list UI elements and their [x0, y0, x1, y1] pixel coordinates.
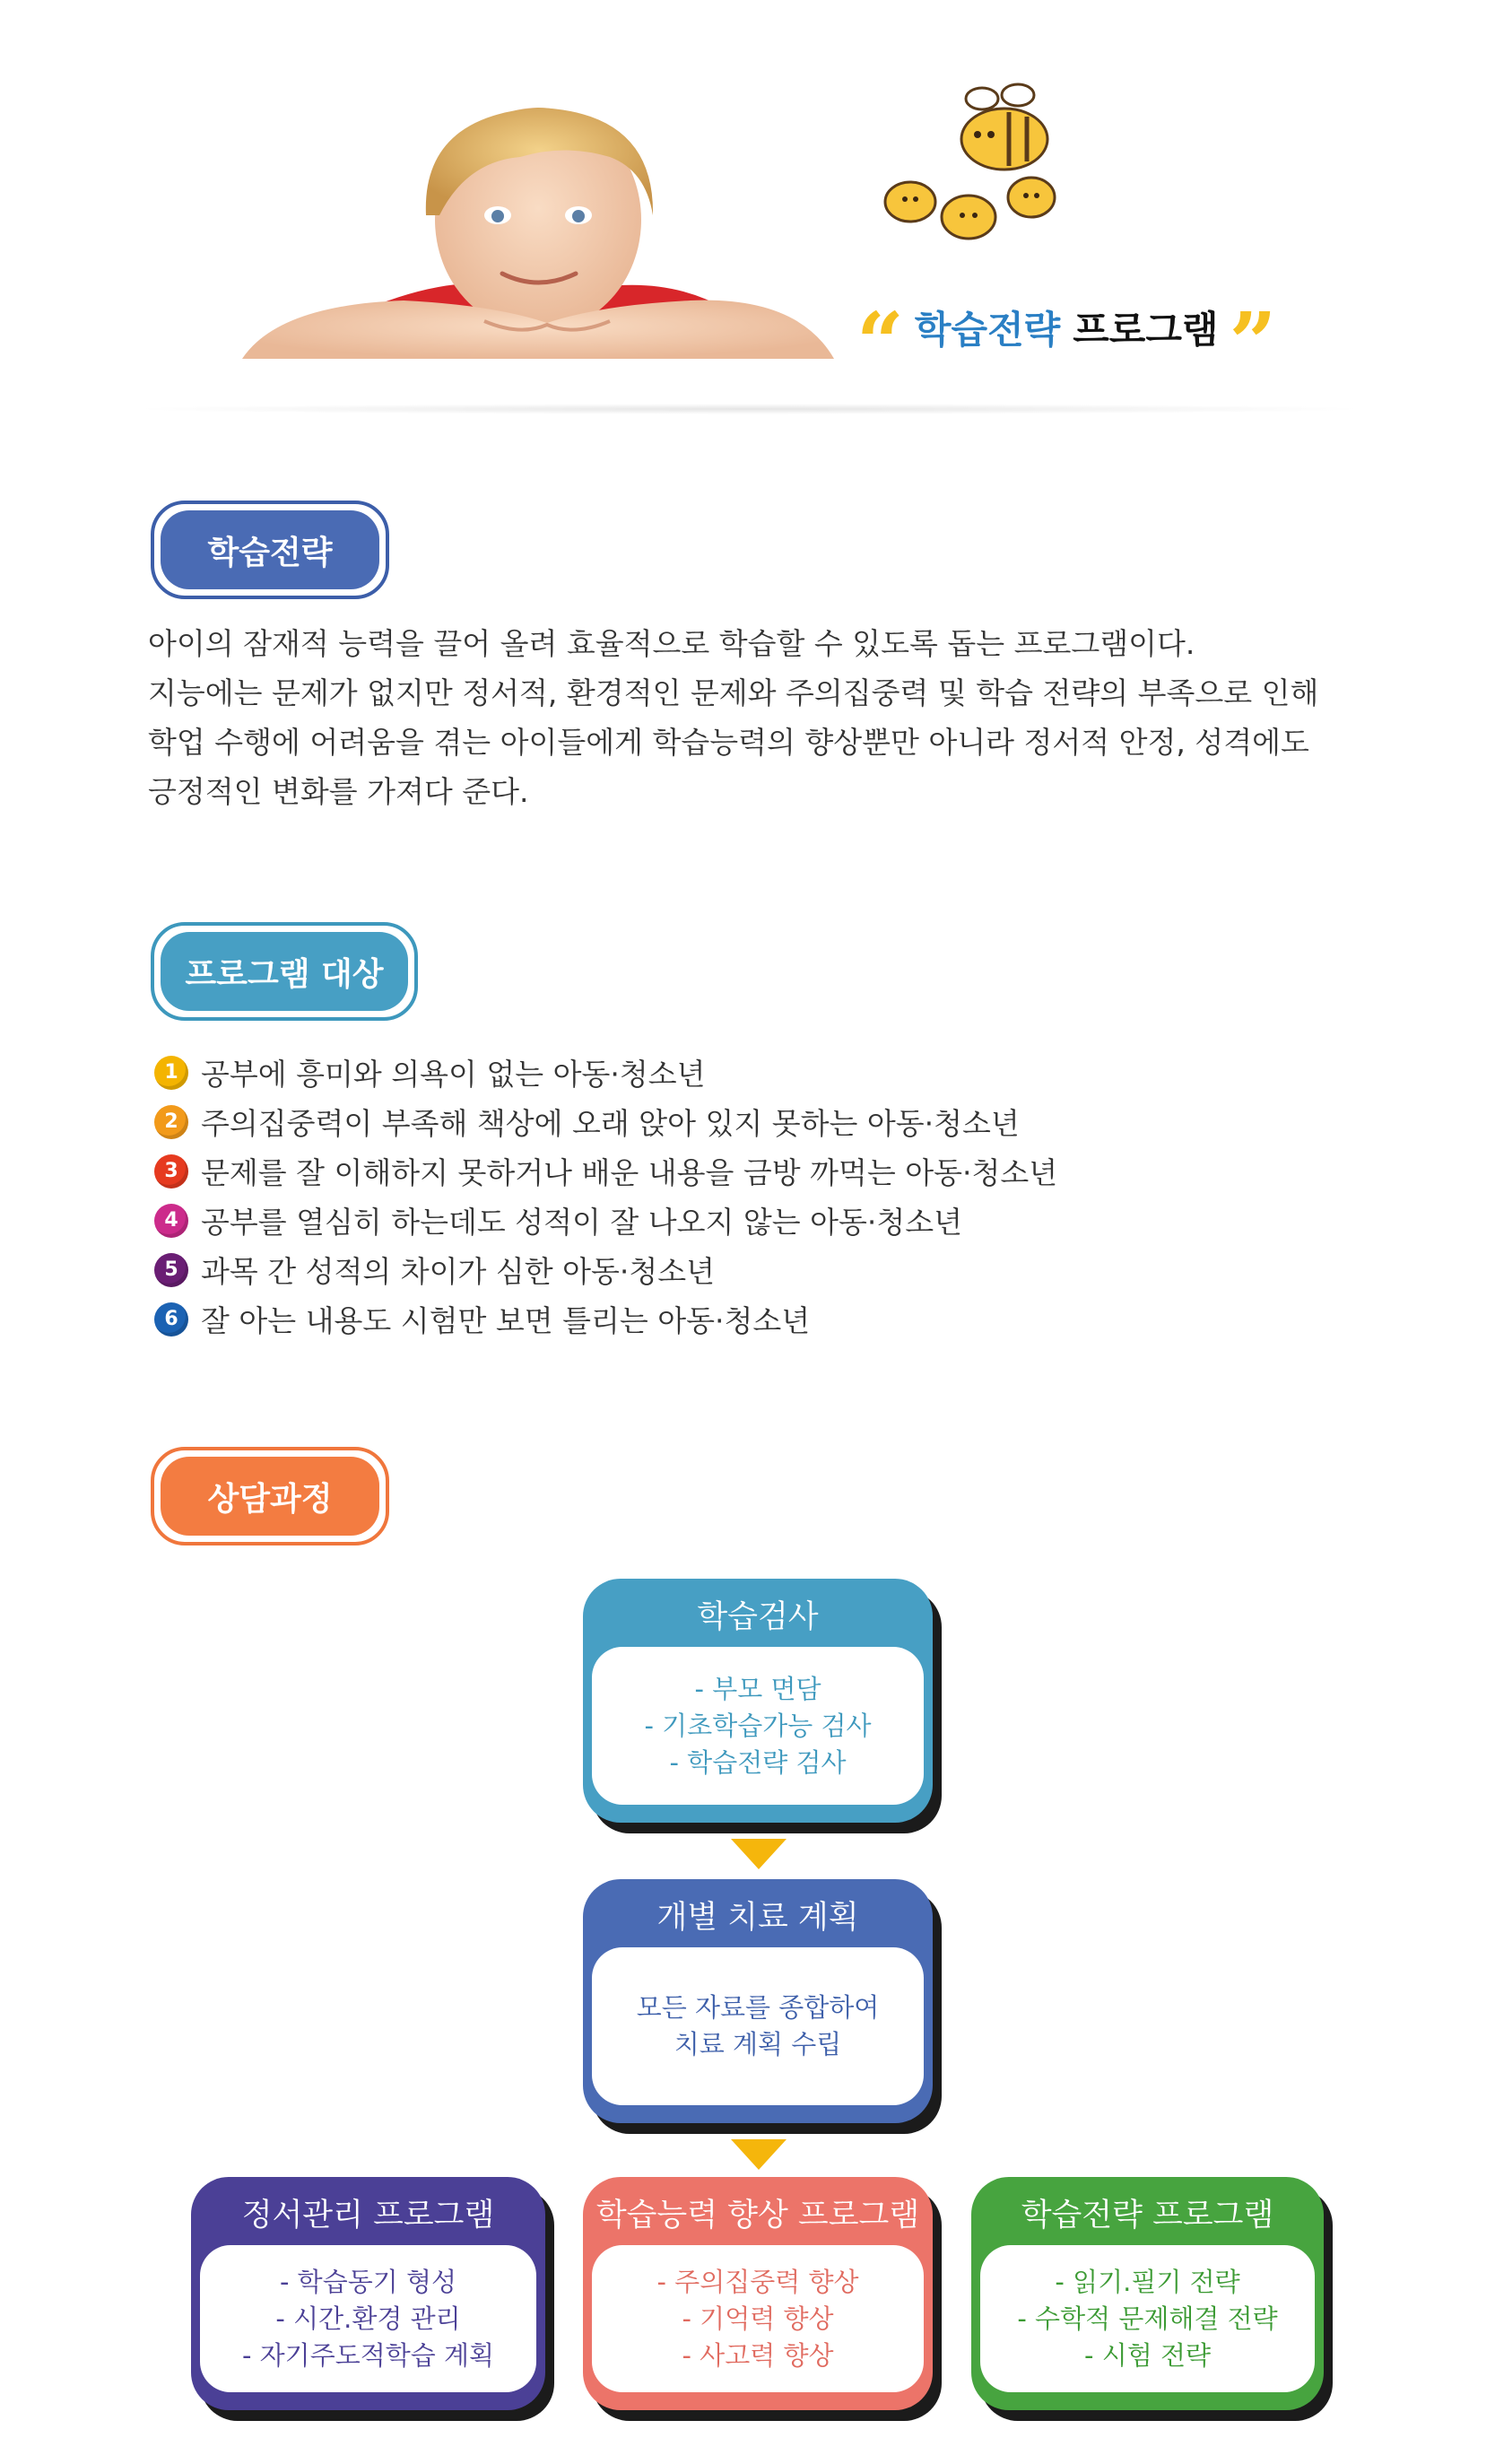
- title-accent: 학습전략: [914, 308, 1061, 352]
- arrow-down-icon: [731, 1839, 787, 1869]
- quote-close-icon: ”: [1229, 294, 1277, 391]
- flow-box-body: - 읽기.필기 전략 - 수학적 문제해결 전략 - 시험 전략: [980, 2245, 1315, 2392]
- flow-box-title: 개별 치료 계획: [656, 1900, 859, 1936]
- flow-box-test: [583, 1579, 933, 1823]
- intro-line: 긍정적인 변화를 가져다 준다.: [148, 774, 529, 809]
- list-item: 5 과목 간 성적의 차이가 심한 아동·청소년: [154, 1245, 1057, 1294]
- number-badge-icon: 1: [154, 1056, 188, 1090]
- flow-box-body: - 부모 면담 - 기초학습가능 검사 - 학습전략 검사: [592, 1647, 924, 1805]
- number-badge-icon: 5: [154, 1253, 188, 1287]
- flow-box-body: - 주의집중력 향상 - 기억력 향상 - 사고력 향상: [592, 2245, 924, 2392]
- flow-box-title: 학습전략 프로그램: [1021, 2198, 1274, 2233]
- child-photo: [224, 108, 852, 377]
- number-badge-icon: 3: [154, 1154, 188, 1188]
- flow-box-body: - 학습동기 형성 - 시간.환경 관리 - 자기주도적학습 계획: [200, 2245, 536, 2392]
- list-item: 1 공부에 흥미와 의욕이 없는 아동·청소년: [154, 1048, 1057, 1097]
- number-badge-icon: 6: [154, 1302, 188, 1336]
- list-item: 3 문제를 잘 이해하지 못하거나 배운 내용을 금방 까먹는 아동·청소년: [154, 1146, 1057, 1196]
- page-title: [856, 292, 1277, 391]
- flow-box-body: 모든 자료를 종합하여 치료 계획 수립: [592, 1947, 924, 2105]
- number-badge-icon: 4: [154, 1204, 188, 1238]
- list-item: 6 잘 아는 내용도 시험만 보면 틀리는 아동·청소년: [154, 1294, 1057, 1344]
- list-item: 4 공부를 열심히 하는데도 성적이 잘 나오지 않는 아동·청소년: [154, 1196, 1057, 1245]
- bees-illustration: [874, 72, 1067, 251]
- section-label-target: 프로그램 대상: [151, 922, 418, 1021]
- intro-line: 지능에는 문제가 없지만 정서적, 환경적인 문제와 주의집중력 및 학습 전략의 부족으로 인해: [148, 675, 1319, 710]
- quote-open-icon: “: [856, 294, 904, 391]
- list-item: 2 주의집중력이 부족해 책상에 오래 앉아 있지 못하는 아동·청소년: [154, 1097, 1057, 1146]
- section-label-process: 상담과정: [151, 1447, 389, 1545]
- title-rest: 프로그램: [1073, 308, 1219, 352]
- flow-box-emotion: [191, 2177, 545, 2410]
- flow-box-plan: [583, 1879, 933, 2123]
- target-list: [154, 1048, 1057, 1344]
- header-divider: [126, 404, 1372, 414]
- flow-box-ability: [583, 2177, 933, 2410]
- flow-box-title: 학습검사: [697, 1599, 819, 1635]
- flow-box-learn: [971, 2177, 1324, 2410]
- flow-box-title: 정서관리 프로그램: [241, 2198, 495, 2233]
- arrow-down-icon: [731, 2139, 787, 2170]
- intro-line: 아이의 잠재적 능력을 끌어 올려 효율적으로 학습할 수 있도록 돕는 프로그램이다.: [148, 626, 1195, 661]
- section-label-strategy: 학습전략: [151, 501, 389, 599]
- intro-line: 학업 수행에 어려움을 겪는 아이들에게 학습능력의 향상뿐만 아니라 정서적 안정, 성격에도: [148, 725, 1309, 760]
- intro-text: [148, 619, 1350, 816]
- number-badge-icon: 2: [154, 1105, 188, 1139]
- flow-box-title: 학습능력 향상 프로그램: [595, 2198, 920, 2233]
